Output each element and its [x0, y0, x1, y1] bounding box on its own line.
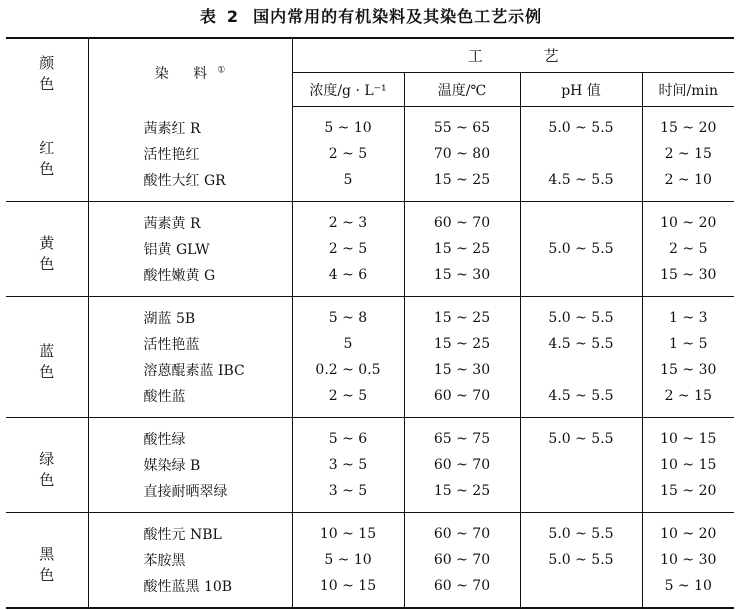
temperature-cell: 70 ~ 80: [404, 141, 520, 167]
concentration-cell: 2 ~ 3: [292, 202, 404, 237]
ph-cell: [520, 141, 642, 167]
header-process-label: 工 艺: [467, 47, 587, 65]
ph-cell: 4.5 ~ 5.5: [520, 331, 642, 357]
table-row: [6, 452, 734, 478]
dye-name-cell: 活性艳红: [88, 141, 292, 167]
concentration-cell: 10 ~ 15: [292, 513, 404, 548]
dye-name-cell: 溶蒽醌素蓝 IBC: [88, 357, 292, 383]
table-caption: [0, 4, 742, 27]
ph-cell: [520, 573, 642, 608]
ph-cell: 4.5 ~ 5.5: [520, 167, 642, 202]
dye-name-cell: 直接耐晒翠绿: [88, 478, 292, 513]
dye-name-cell: 媒染绿 B: [88, 452, 292, 478]
header-color-label: 颜 色: [39, 53, 67, 93]
concentration-cell: 5 ~ 6: [292, 418, 404, 453]
color-group-cell: 红 色: [6, 107, 88, 202]
caption-title: 国内常用的有机染料及其染色工艺示例: [253, 7, 543, 26]
table-row: [6, 331, 734, 357]
ph-cell: [520, 262, 642, 297]
ph-cell: 5.0 ~ 5.5: [520, 418, 642, 453]
header-time: 时间/min: [642, 73, 734, 107]
temperature-cell: 15 ~ 25: [404, 167, 520, 202]
dye-name-cell: 苯胺黑: [88, 547, 292, 573]
concentration-cell: 4 ~ 6: [292, 262, 404, 297]
concentration-cell: 2 ~ 5: [292, 236, 404, 262]
table-row: [6, 202, 734, 237]
ph-cell: [520, 478, 642, 513]
temperature-cell: 60 ~ 70: [404, 452, 520, 478]
color-group-cell: 黄 色: [6, 202, 88, 297]
dye-name-cell: 酸性蓝: [88, 383, 292, 418]
time-cell: 15 ~ 30: [642, 262, 734, 297]
time-cell: 10 ~ 20: [660, 526, 717, 542]
temperature-cell: 15 ~ 30: [404, 262, 520, 297]
time-cell: 1 ~ 3: [669, 310, 708, 326]
header-color: [6, 38, 88, 107]
concentration-cell: 5: [292, 167, 404, 202]
time-cell: 2 ~ 5: [669, 241, 708, 257]
ph-cell: [520, 452, 642, 478]
concentration-cell: 5 ~ 10: [292, 107, 404, 142]
concentration-cell: 5 ~ 8: [292, 297, 404, 332]
dye-name-cell: 酸性大红 GR: [88, 167, 292, 202]
time-cell: 10 ~ 30: [660, 552, 717, 568]
caption-prefix: 表: [199, 7, 217, 26]
concentration-cell: 2 ~ 5: [292, 141, 404, 167]
ph-cell: 4.5 ~ 5.5: [520, 383, 642, 418]
header-process: [292, 38, 734, 73]
header-concentration: 浓度/g · L⁻¹: [292, 73, 404, 107]
concentration-cell: 5: [292, 331, 404, 357]
temperature-cell: 55 ~ 65: [404, 107, 520, 142]
concentration-cell: 3 ~ 5: [292, 478, 404, 513]
table-row: [6, 478, 734, 513]
table-row: [6, 573, 734, 608]
ph-cell: 5.0 ~ 5.5: [520, 547, 642, 573]
ph-cell: [520, 202, 642, 237]
header-dye-label: 染 料: [154, 65, 218, 82]
concentration-cell: 5 ~ 10: [292, 547, 404, 573]
time-cell: 2 ~ 15: [642, 383, 734, 418]
concentration-cell: 10 ~ 15: [292, 573, 404, 608]
ph-cell: 5.0 ~ 5.5: [520, 236, 642, 262]
temperature-cell: 60 ~ 70: [404, 573, 520, 608]
ph-cell: 5.0 ~ 5.5: [520, 297, 642, 332]
temperature-cell: 15 ~ 25: [404, 478, 520, 513]
concentration-cell: 3 ~ 5: [292, 452, 404, 478]
header-dye: [88, 38, 292, 107]
dye-name-cell: 活性艳蓝: [88, 331, 292, 357]
time-cell: 5 ~ 10: [664, 578, 712, 594]
table-row: [6, 383, 734, 418]
table-row: [6, 141, 734, 167]
dye-name-cell: 湖蓝 5B: [88, 297, 292, 332]
header-ph: pH 值: [520, 73, 642, 107]
time-cell: 10 ~ 15: [660, 431, 717, 447]
time-cell: 15 ~ 20: [660, 120, 717, 136]
caption-number: 2: [226, 7, 240, 26]
table-row: [6, 547, 734, 573]
table-row: [6, 418, 734, 453]
ph-cell: [520, 357, 642, 383]
concentration-cell: 0.2 ~ 0.5: [292, 357, 404, 383]
time-cell: 10 ~ 15: [660, 457, 717, 473]
temperature-cell: 60 ~ 70: [404, 547, 520, 573]
table-row: [6, 357, 734, 383]
time-cell: 1 ~ 5: [669, 336, 708, 352]
dye-name-cell: 酸性元 NBL: [88, 513, 292, 548]
table-row: [6, 513, 734, 548]
header-dye-footnote: ①: [217, 65, 226, 76]
temperature-cell: 15 ~ 25: [404, 297, 520, 332]
table-row: [6, 236, 734, 262]
time-cell: 15 ~ 30: [660, 362, 717, 378]
table-row: [6, 107, 734, 142]
color-group-cell: 绿 色: [6, 418, 88, 513]
table-body: [6, 107, 734, 609]
time-cell: 2 ~ 15: [664, 146, 712, 162]
temperature-cell: 15 ~ 30: [404, 357, 520, 383]
dye-name-cell: 铝黄 GLW: [88, 236, 292, 262]
dye-name-cell: 茜素黄 R: [88, 202, 292, 237]
dye-name-cell: 酸性绿: [88, 418, 292, 453]
temperature-cell: 60 ~ 70: [404, 383, 520, 418]
ph-cell: 5.0 ~ 5.5: [520, 513, 642, 548]
time-cell: 2 ~ 10: [642, 167, 734, 202]
time-cell: 15 ~ 20: [642, 478, 734, 513]
dye-name-cell: 酸性嫩黄 G: [88, 262, 292, 297]
dye-name-cell: 茜素红 R: [88, 107, 292, 142]
ph-cell: 5.0 ~ 5.5: [520, 107, 642, 142]
table-row: [6, 167, 734, 202]
temperature-cell: 15 ~ 25: [404, 331, 520, 357]
temperature-cell: 15 ~ 25: [404, 236, 520, 262]
table-row: [6, 262, 734, 297]
temperature-cell: 60 ~ 70: [404, 202, 520, 237]
color-group-cell: 黑 色: [6, 513, 88, 609]
table-row: [6, 297, 734, 332]
temperature-cell: 60 ~ 70: [404, 513, 520, 548]
concentration-cell: 2 ~ 5: [292, 383, 404, 418]
temperature-cell: 65 ~ 75: [404, 418, 520, 453]
color-group-cell: 蓝 色: [6, 297, 88, 418]
header-temperature: 温度/℃: [404, 73, 520, 107]
table-wrapper: [6, 37, 734, 609]
dye-process-table: [6, 37, 734, 609]
time-cell: 10 ~ 20: [660, 215, 717, 231]
dye-name-cell: 酸性蓝黑 10B: [88, 573, 292, 608]
